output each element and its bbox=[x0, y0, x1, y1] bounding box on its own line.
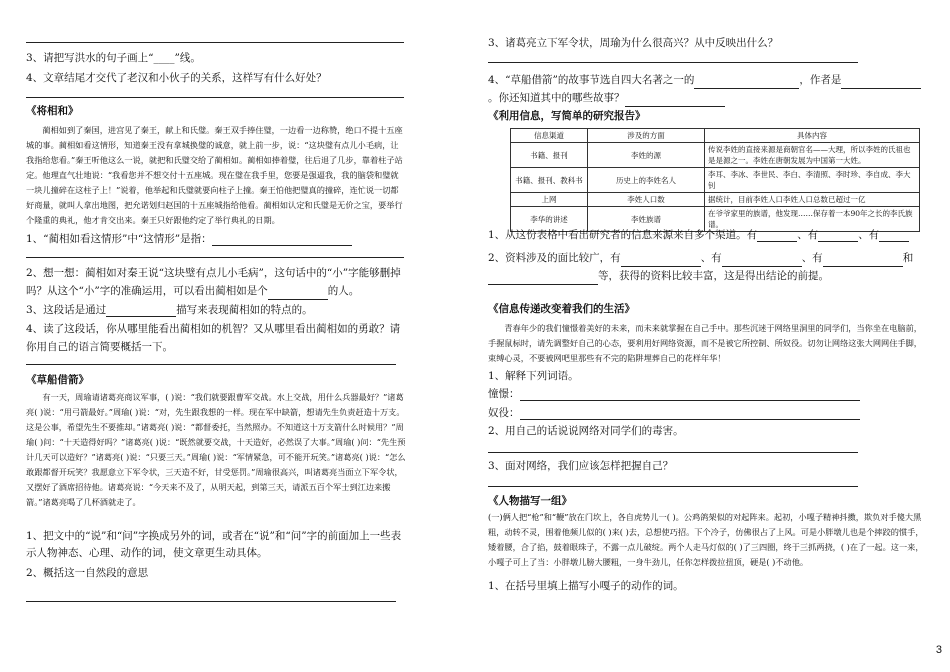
xiangru-question-4: 4、读了这段话，你从哪里能看出蔺相如的机智？又从哪里看出蔺相如的勇敢？请你用自己的语言简要概括一下。 bbox=[26, 323, 401, 353]
q4-text-c: 。你还知道其中的哪些故事？ bbox=[488, 92, 625, 104]
net-question-3: 3、面对网络，我们应该怎样把握自己？ bbox=[488, 460, 674, 472]
table-header: 信息渠道 bbox=[511, 129, 588, 143]
q4-text-b: ，作者是 bbox=[799, 74, 842, 86]
section-title-net: 《信息传递改变着我们的生活》 bbox=[488, 303, 635, 315]
report-q2-e: 等，获得的资料比较丰富，这是得出结论的前提。 bbox=[598, 270, 829, 282]
answer-blank[interactable] bbox=[106, 305, 176, 317]
caochuan-question-2: 2、概括这一自然段的意思 bbox=[26, 567, 149, 579]
net-word-2 bbox=[488, 406, 860, 420]
caochuan-question-1: 1、把文中的“说”和“问”字换成另外的词，或者在“说”和“问”字的前面加上一些表示人物神态、心理、动作的词，使文章更生动具体。 bbox=[26, 530, 402, 559]
xiangru-q1-text: 1、“蔺相如看这情形”中“这情形”是指： bbox=[26, 233, 212, 245]
question-3: 3、请把写洪水的句子画上“____”线。 bbox=[26, 52, 201, 64]
page-number: 3 bbox=[935, 644, 942, 656]
answer-line bbox=[26, 601, 396, 602]
answer-line bbox=[488, 452, 858, 453]
question-4-right bbox=[488, 71, 928, 107]
people-question-1: 1、在括号里填上描写小嘎子的动作的词。 bbox=[488, 580, 684, 592]
question-4: 4、文章结尾才交代了老汉和小伙子的关系，这样写有什么好处？ bbox=[26, 72, 327, 84]
answer-blank[interactable] bbox=[625, 95, 725, 107]
xiangru-q2-tail: 的人。 bbox=[327, 285, 360, 297]
word-chongjing: 憧憬： bbox=[488, 388, 520, 400]
answer-blank[interactable] bbox=[757, 230, 797, 242]
report-q2-a: 2、资料涉及的面比较广，有 bbox=[488, 252, 621, 264]
table-cell: 据统计，目前李姓人口李姓人口总数已超过一亿 bbox=[705, 193, 920, 207]
question-3-right: 3、诸葛亮立下军令状，周瑜为什么很高兴？从中反映出什么？ bbox=[488, 37, 779, 49]
answer-blank[interactable] bbox=[694, 77, 799, 89]
report-q2-d: 和 bbox=[902, 252, 914, 264]
net-word-1 bbox=[488, 387, 860, 401]
passage-net: 青春年少的我们憧憬着美好的未来，而未来就掌握在自己手中。那些沉迷于网络里洞里的同学们，当你坐在电脑前，手握鼠标时，请先调整好自己的心态，要利用好网络资源，而不是被它所控制、所奴役。切勿让网络这张大网网住手脚，束缚心灵，不要被网吧里那些有不完的陷阱埋葬自己的花样年华！ bbox=[488, 323, 922, 363]
answer-line bbox=[26, 42, 404, 43]
report-q1-tail: 、有 bbox=[858, 229, 880, 241]
answer-line bbox=[26, 364, 396, 365]
table-header: 具体内容 bbox=[705, 129, 920, 143]
answer-blank[interactable] bbox=[841, 77, 921, 89]
table-cell: 李华的讲述 bbox=[511, 207, 588, 232]
section-title-caochuan: 《草船借箭》 bbox=[26, 374, 89, 386]
table-cell: 书籍、报刊 bbox=[511, 143, 588, 168]
table-header-row bbox=[511, 129, 920, 143]
table-cell: 书籍、报刊、教科书 bbox=[511, 168, 588, 193]
table-row bbox=[511, 193, 920, 207]
q4-text-a: 4、“草船借箭”的故事节选自四大名著之一的 bbox=[488, 74, 695, 86]
table-cell: 上网 bbox=[511, 193, 588, 207]
section-title-people: 《人物描写一组》 bbox=[488, 495, 572, 507]
answer-blank[interactable] bbox=[823, 255, 903, 267]
report-q1-mid: 、有 bbox=[797, 229, 819, 241]
answer-blank[interactable] bbox=[722, 255, 802, 267]
passage-caochuan: 有一天，周瑜请诸葛亮商议军事，( )说：“我们就要跟曹军交战。水上交战，用什么兵器最好？”诸葛亮( )说：“用弓箭最好。”周瑜( )说：“对，先生跟我想的一样。现在军中缺箭，想请先生负责赶造十万支。这是公事，希望先生不要推却。”诸葛亮( )说：“都督委托，当然照办。不知道这十万支箭什么时候用？”周瑜( )问：“十天造得好吗？”诸葛亮( )说：“既然就要交战，十天造好，必然误了大事。”周瑜( )问：“先生预计几天可以造好？”诸葛亮( )说：“只要三天。”周瑜( )说：“军情紧急，可不能开玩笑。”诸葛亮( )说：“怎么敢跟都督开玩笑？我愿意立下军令状，三天造不好，甘受惩罚。”周瑜很高兴，叫诸葛亮当面立下军令状，又摆好了酒席招待他。诸葛亮说：“今天来不及了，从明天起，到第三天，请派五百个军士到江边来搬箭。”诸葛亮喝了几杯酒就走了。 bbox=[26, 392, 406, 507]
passage-xiangru: 蔺相如到了秦国，进宫见了秦王，献上和氏璧。秦王双手捧住璧，一边看一边称赞，绝口不提十五座城的事。蔺相如看这情形，知道秦王没有拿城换璧的诚意，就上前一步，说：“这块璧有点儿小毛病，让我指给您看。”秦王听他这么一说，就把和氏璧交给了蔺相如。蔺相如捧着璧，往后退了几步，靠着柱子站定。他理直气壮地说：“我看您并不想交付十五座城。现在璧在我手里，您要是强逼我，我的脑袋和璧就一块儿撞碎在这柱子上！”说着，他举起和氏璧就要向柱子上撞。秦王怕他把璧真的撞碎，连忙说一切都好商量，就叫人拿出地图，把允诺划归赵国的十五座城指给他看。蔺相如认定和氏璧是无价之宝，要举行个隆重的典礼，他才肯交出来。秦王只好跟他约定了举行典礼的日期。 bbox=[26, 125, 403, 225]
report-question-1 bbox=[488, 228, 909, 242]
xiangru-q2-text: 2、想一想：蔺相如对秦王说“这块璧有点儿小毛病”，这句话中的“小”字能够删掉吗？从这个“小”字的准确运用，可以看出蔺相如是个 bbox=[26, 267, 401, 297]
report-q2-b: 、有 bbox=[700, 252, 722, 264]
table-row bbox=[511, 143, 920, 168]
answer-blank[interactable] bbox=[212, 234, 352, 246]
report-q2-c: 、有 bbox=[801, 252, 823, 264]
answer-blank[interactable] bbox=[488, 273, 598, 285]
answer-line bbox=[488, 62, 858, 63]
table-cell: 历史上的李姓名人 bbox=[588, 168, 705, 193]
table-cell: 传说李姓的直接来源是商朝官名——大理，所以李姓的氏祖也是是源之一。李姓在唐朝发展为中国第一大姓。 bbox=[705, 143, 920, 168]
answer-blank[interactable] bbox=[879, 230, 909, 242]
section-title-xiangru: 《将相和》 bbox=[26, 105, 79, 117]
passage-people: (一)俩人把“枪”和“鞭”放在门坎上，各自虎势儿一( )。公鸡鸽架似的对起阵来。起初，小嘎子精神抖擞，欺负对手傻大黑粗，动转不灵，围着他频儿似的( )来( )去，总想使巧招。下个冷子，仿佛很占了上风。可是小胖墩儿也是个摔跤的惯手，矮着腰，合了掐，鼓着眼珠子，不露一点儿破绽。两个人走马灯似的( )了三四圈，终于三抓两挠，( )在了一起。这一来，小嘎子可上了当：小胖墩儿膀大腰粗，一身牛劲儿，任你怎样拨拉扭顶，硬是( )不动他。 bbox=[488, 512, 924, 567]
xiangru-question-2 bbox=[26, 264, 406, 300]
table-cell: 李姓的源 bbox=[588, 143, 705, 168]
report-table bbox=[510, 128, 920, 232]
table-cell: 李耳、李冰、李世民、李白、李清照、李时珍、李自成、李大钊 bbox=[705, 168, 920, 193]
report-q1-text: 1、从这份表格中看出研究者的信息来源来自多个渠道。有 bbox=[488, 229, 758, 241]
answer-blank[interactable] bbox=[520, 389, 860, 401]
table-cell: 李姓人口数 bbox=[588, 193, 705, 207]
answer-line bbox=[26, 97, 404, 98]
table-cell: 李姓族谱 bbox=[588, 207, 705, 232]
net-question-1: 1、解释下列词语。 bbox=[488, 370, 579, 382]
answer-blank[interactable] bbox=[621, 255, 701, 267]
report-question-2 bbox=[488, 249, 928, 285]
answer-blank[interactable] bbox=[268, 288, 328, 300]
table-row bbox=[511, 168, 920, 193]
word-nuyi: 奴役： bbox=[488, 407, 520, 419]
xiangru-question-1 bbox=[26, 232, 352, 246]
net-question-2: 2、用自己的话说说网络对同学们的毒害。 bbox=[488, 425, 684, 437]
answer-blank[interactable] bbox=[818, 230, 858, 242]
answer-line bbox=[26, 257, 404, 258]
answer-blank[interactable] bbox=[520, 408, 860, 420]
table-cell: 在爷爷家里的族谱，他发现……保存着一本90年之长的李氏族谱。 bbox=[705, 207, 920, 232]
xiangru-q3-text: 3、这段话是通过 bbox=[26, 304, 107, 316]
answer-line bbox=[488, 486, 858, 487]
table-header: 涉及的方面 bbox=[588, 129, 705, 143]
section-title-report: 《利用信息，写简单的研究报告》 bbox=[488, 110, 646, 122]
xiangru-q3-tail: 描写来表现蔺相如的特点的。 bbox=[176, 304, 313, 316]
xiangru-question-3 bbox=[26, 303, 313, 317]
